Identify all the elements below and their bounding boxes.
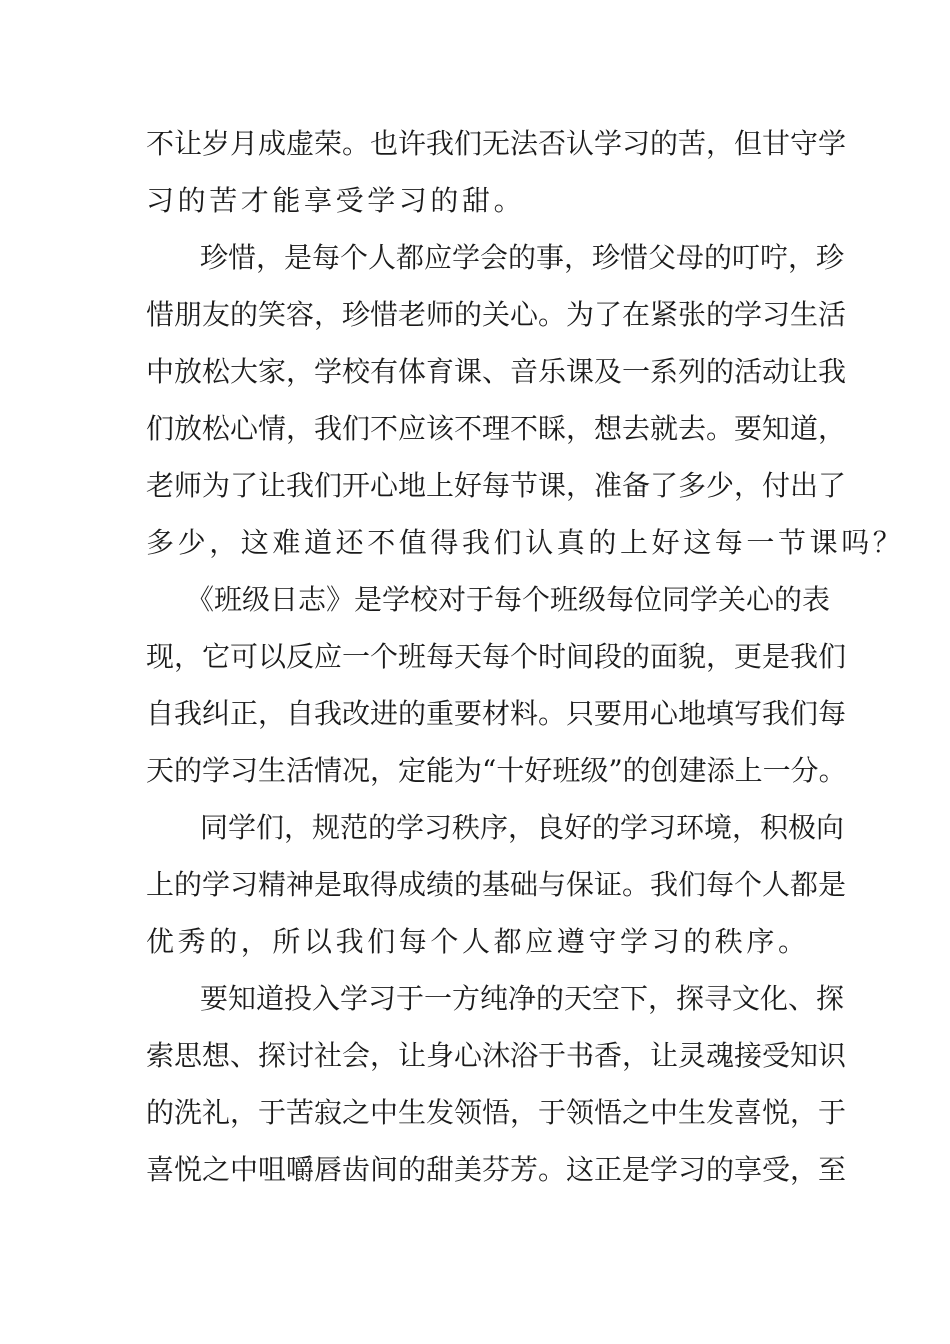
text-line: 索思想、探讨社会，让身心沐浴于书香，让灵魂接受知识	[146, 1039, 847, 1072]
text-line: 现，它可以反应一个班每天每个时间段的面貌，更是我们	[146, 640, 847, 673]
text-line: 惜朋友的笑容，珍惜老师的关心。为了在紧张的学习生活	[146, 298, 847, 331]
text-line: 多少，这难道还不值得我们认真的上好这每一节课吗？	[146, 526, 905, 559]
text-line: 上的学习精神是取得成绩的基础与保证。我们每个人都是	[146, 868, 847, 901]
paragraph-start-line: 同学们，规范的学习秩序，良好的学习环境，积极向	[200, 811, 845, 844]
paragraph-start-line: 珍惜，是每个人都应学会的事，珍惜父母的叮咛，珍	[200, 241, 845, 274]
text-line: 不让岁月成虚荣。也许我们无法否认学习的苦，但甘守学	[146, 127, 847, 160]
paragraph-start-line: 《班级日志》是学校对于每个班级每位同学关心的表	[186, 583, 831, 616]
text-line: 优秀的，所以我们每个人都应遵守学习的秩序。	[146, 925, 810, 958]
text-line: 天的学习生活情况，定能为“十好班级”的创建添上一分。	[146, 754, 847, 787]
text-line: 习的苦才能享受学习的甜。	[146, 184, 526, 217]
text-line: 喜悦之中咀嚼唇齿间的甜美芬芳。这正是学习的享受，至	[146, 1153, 847, 1186]
paragraph-start-line: 要知道投入学习于一方纯净的天空下，探寻文化、探	[200, 982, 845, 1015]
text-line: 的洗礼，于苦寂之中生发领悟，于领悟之中生发喜悦，于	[146, 1096, 847, 1129]
text-line: 中放松大家，学校有体育课、音乐课及一系列的活动让我	[146, 355, 847, 388]
text-line: 自我纠正，自我改进的重要材料。只要用心地填写我们每	[146, 697, 847, 730]
text-line: 老师为了让我们开心地上好每节课，准备了多少，付出了	[146, 469, 847, 502]
text-line: 们放松心情，我们不应该不理不睬，想去就去。要知道，	[146, 412, 847, 445]
